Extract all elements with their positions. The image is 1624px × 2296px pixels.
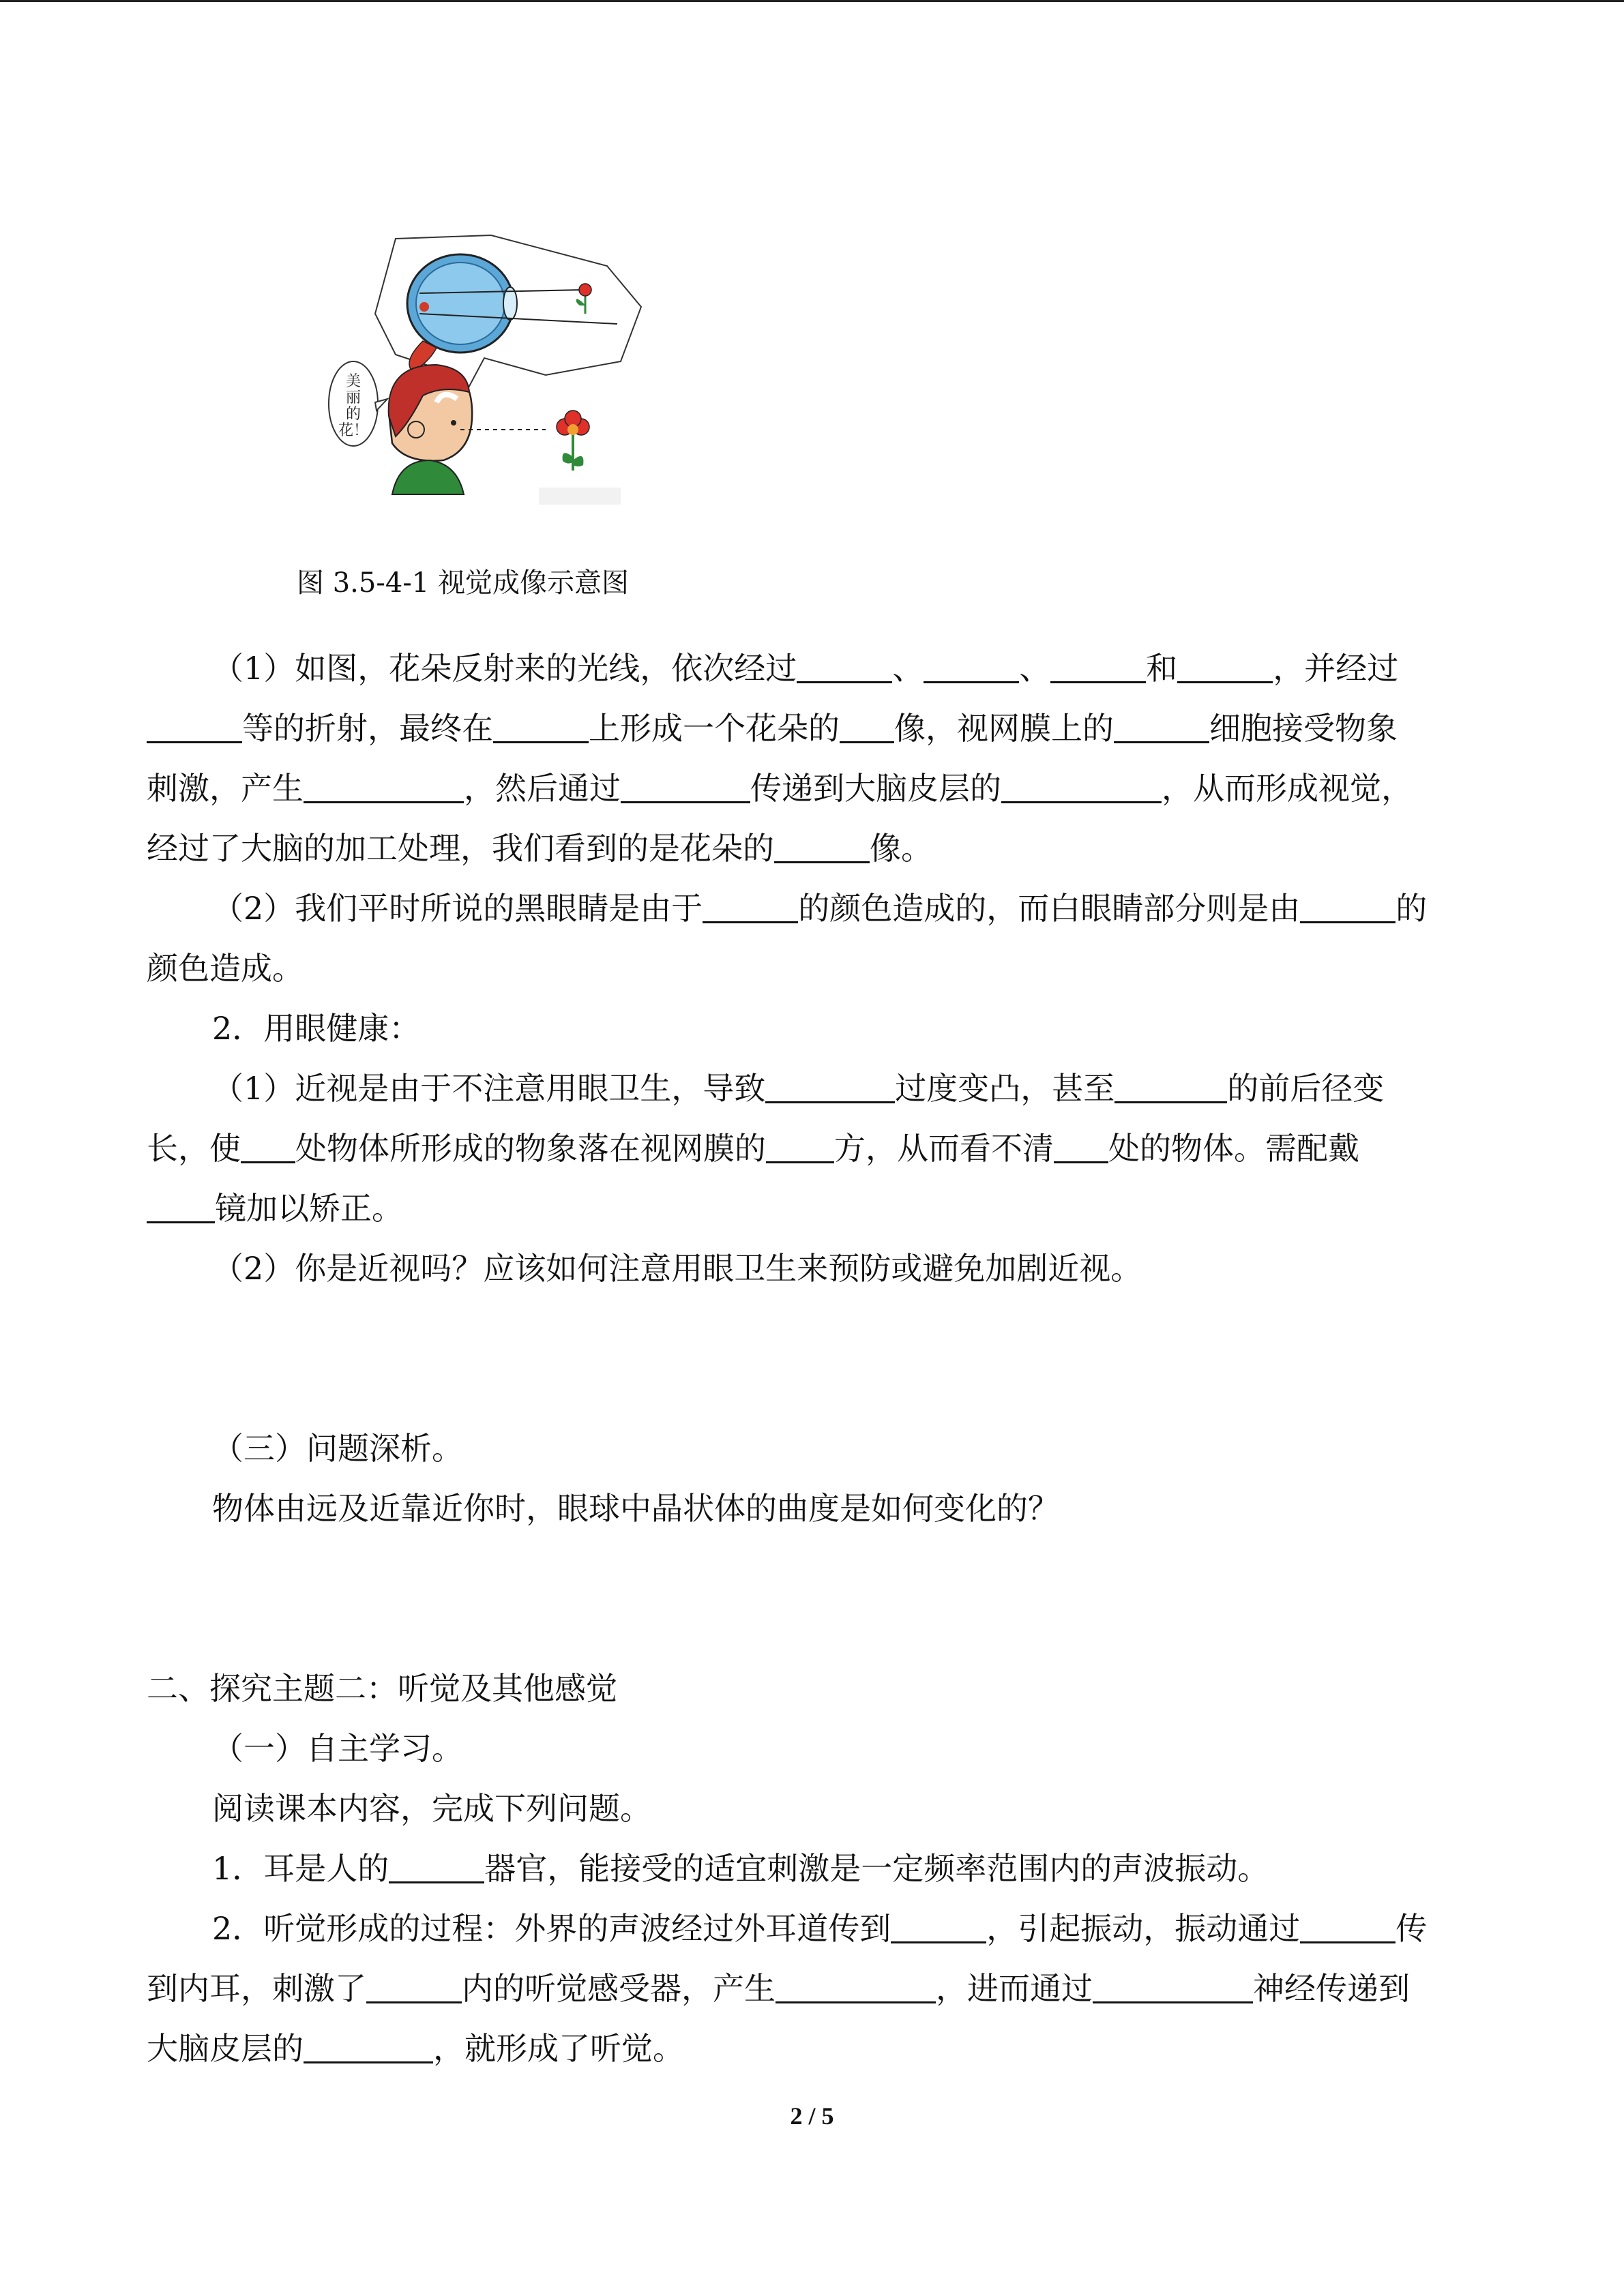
problem-analysis-heading: （三）问题深析。 — [212, 1430, 463, 1467]
hearing-item-1: 1．耳是人的 器官，能接受的适宜刺激是一定频率范围内的声波振动。 — [147, 1838, 1483, 1898]
answer-blank[interactable] — [1054, 1127, 1108, 1163]
question-3-line-3: 镜加以矫正。 — [147, 1178, 1483, 1238]
answer-blank[interactable] — [147, 707, 242, 743]
hearing-section-heading: 二、探究主题二：听觉及其他感觉 — [147, 1670, 617, 1707]
top-border-line — [0, 0, 1624, 2]
question-1-line-1: （1）如图，花朵反射来的光线，依次经过 、 、 和 ，并经过 — [147, 638, 1483, 698]
answer-blank[interactable] — [493, 707, 589, 743]
page-number: 2 / 5 — [790, 2102, 834, 2130]
answer-blank[interactable] — [1050, 647, 1146, 683]
question-1-line-2: 等的折射，最终在 上形成一个花朵的 像，视网膜上的 细胞接受物象 — [147, 698, 1483, 758]
answer-blank[interactable] — [774, 827, 870, 863]
answer-blank[interactable] — [621, 767, 750, 803]
hearing-item-2-line-3: 大脑皮层的 ，就形成了听觉。 — [147, 2018, 1483, 2078]
answer-blank[interactable] — [776, 1967, 936, 2003]
answer-blank[interactable] — [1093, 1967, 1253, 2003]
question-1-line-4: 经过了大脑的加工处理，我们看到的是花朵的 像。 — [147, 818, 1483, 878]
answer-blank[interactable] — [304, 2027, 433, 2063]
svg-text:丽: 丽 — [345, 389, 361, 406]
vision-imaging-figure — [321, 225, 675, 525]
question-4-block — [147, 1238, 1483, 1298]
answer-blank[interactable] — [389, 1847, 484, 1883]
problem-analysis-question: 物体由远及近靠近你时，眼球中晶状体的曲度是如何变化的？ — [212, 1490, 1059, 1527]
retina-image-icon — [419, 302, 429, 312]
answer-blank[interactable] — [891, 1907, 986, 1943]
question-3-block — [147, 1058, 1483, 1238]
question-1-block — [147, 638, 1483, 878]
self-study-heading: （一）自主学习。 — [212, 1730, 463, 1767]
question-4-text: （2）你是近视吗？应该如何注意用眼卫生来预防或避免加剧近视。 — [212, 1250, 1142, 1287]
answer-blank[interactable] — [1300, 1907, 1396, 1943]
answer-blank[interactable] — [703, 887, 798, 923]
answer-blank[interactable] — [924, 647, 1019, 683]
answer-blank[interactable] — [766, 1127, 834, 1163]
answer-blank[interactable] — [797, 647, 892, 683]
hearing-item-2-line-2: 到内耳，刺激了 内的听觉感受器，产生 ，进而通过 神经传递到 — [147, 1958, 1483, 2018]
hearing-section-block — [147, 1658, 1483, 2078]
answer-blank[interactable] — [304, 767, 464, 803]
answer-blank[interactable] — [765, 1067, 895, 1103]
answer-blank[interactable] — [1114, 1067, 1227, 1103]
vision-imaging-illustration — [321, 225, 675, 525]
question-1-line-3: 刺激，产生 ，然后通过 传递到大脑皮层的 ，从而形成视觉， — [147, 758, 1483, 818]
boy-body-icon — [392, 460, 464, 494]
question-3-line-1: （1）近视是由于不注意用眼卫生，导致 过度变凸，甚至 的前后径变 — [147, 1058, 1483, 1118]
answer-blank[interactable] — [1177, 647, 1273, 683]
svg-text:美: 美 — [345, 373, 361, 390]
boy-eye-icon — [451, 420, 456, 426]
question-2-line-2: 颜色造成。 — [147, 950, 304, 987]
problem-analysis-block — [147, 1418, 1483, 1538]
flower-small-icon — [579, 284, 591, 296]
answer-blank[interactable] — [1001, 767, 1162, 803]
question-2-block — [147, 878, 1483, 998]
svg-text:的: 的 — [345, 406, 361, 423]
answer-blank[interactable] — [1114, 707, 1209, 743]
answer-blank[interactable] — [1300, 887, 1396, 923]
answer-blank[interactable] — [147, 1187, 215, 1223]
svg-text:花！: 花！ — [338, 422, 369, 439]
hearing-item-2-line-1: 2．听觉形成的过程：外界的声波经过外耳道传到 ，引起振动，振动通过 传 — [147, 1898, 1483, 1958]
answer-blank[interactable] — [840, 707, 894, 743]
reading-instruction: 阅读课本内容，完成下列问题。 — [212, 1790, 651, 1827]
answer-blank[interactable] — [366, 1967, 462, 2003]
question-2-line-1: （2）我们平时所说的黑眼睛是由于 的颜色造成的，而白眼睛部分则是由 的 — [147, 878, 1483, 938]
answer-blank[interactable] — [241, 1127, 295, 1163]
eye-health-heading: 2．用眼健康： — [212, 1010, 421, 1047]
eye-health-heading-block — [147, 998, 1483, 1058]
figure-caption: 图 3.5-4-1 视觉成像示意图 — [297, 567, 629, 599]
question-3-line-2: 长，使 处物体所形成的物象落在视网膜的 方，从而看不清 处的物体。需配戴 — [147, 1118, 1483, 1178]
